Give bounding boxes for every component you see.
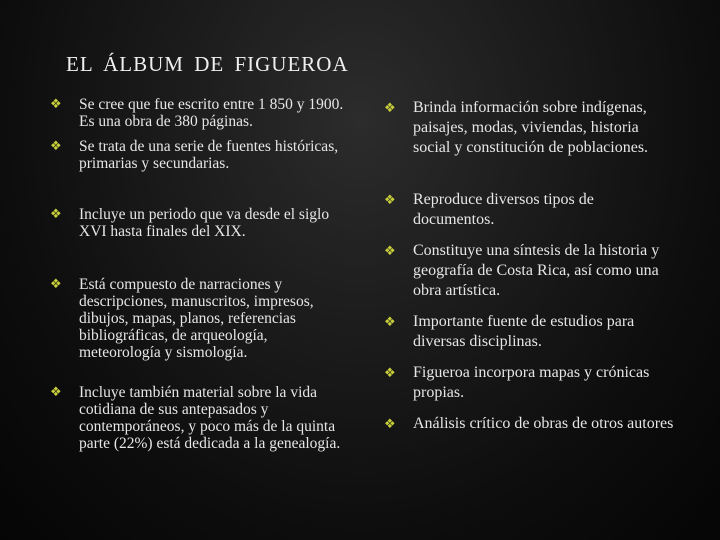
bullet-diamond-icon: ❖ bbox=[384, 244, 396, 259]
bullet-text: Brinda información sobre indígenas, paisajes, modas, viviendas, historia social y constitución de poblaciones. bbox=[413, 99, 649, 156]
list-item bbox=[50, 138, 345, 172]
bullet-diamond-icon: ❖ bbox=[384, 193, 396, 208]
bullet-text: Figueroa incorpora mapas y crónicas propias. bbox=[413, 364, 650, 401]
list-item bbox=[384, 98, 674, 158]
bullet-diamond-icon: ❖ bbox=[50, 97, 62, 112]
bullet-diamond-icon: ❖ bbox=[50, 207, 62, 222]
list-item bbox=[384, 414, 673, 434]
bullet-text: Incluye un periodo que va desde el siglo XVI hasta finales del XIX. bbox=[79, 206, 330, 240]
slide-title: EL ÁLBUM DE FIGUEROA bbox=[66, 52, 349, 76]
bullet-diamond-icon: ❖ bbox=[384, 366, 396, 381]
list-item bbox=[50, 384, 345, 452]
bullet-text: Incluye también material sobre la vida cotidiana de sus antepasados y contemporáneos, y poco más de la quinta parte (22%) está dedicada a la genealogía. bbox=[79, 384, 341, 452]
bullet-diamond-icon: ❖ bbox=[384, 101, 396, 116]
bullet-diamond-icon: ❖ bbox=[50, 277, 62, 292]
bullet-diamond-icon: ❖ bbox=[50, 385, 62, 400]
bullet-text: Está compuesto de narraciones y descripciones, manuscritos, impresos, dibujos, mapas, planos, referencias bibliográficas, de arqueología, meteorología y sismología. bbox=[79, 276, 314, 361]
bullet-text: Constituye una síntesis de la historia y geografía de Costa Rica, así como una obra artística. bbox=[413, 242, 660, 299]
bullet-text: Importante fuente de estudios para diversas disciplinas. bbox=[413, 313, 635, 350]
list-item bbox=[50, 206, 345, 240]
list-item bbox=[384, 363, 674, 403]
list-item bbox=[50, 96, 345, 130]
list-item bbox=[384, 241, 674, 301]
bullet-text: Se trata de una serie de fuentes históricas, primarias y secundarias. bbox=[79, 138, 339, 172]
list-item bbox=[50, 276, 345, 361]
bullet-text: Reproduce diversos tipos de documentos. bbox=[413, 191, 594, 228]
list-item bbox=[384, 312, 674, 352]
bullet-diamond-icon: ❖ bbox=[384, 417, 396, 432]
bullet-diamond-icon: ❖ bbox=[50, 139, 62, 154]
list-item bbox=[384, 190, 674, 230]
bullet-text: Análisis crítico de obras de otros autores bbox=[413, 415, 674, 432]
bullet-text: Se cree que fue escrito entre 1 850 y 1900. Es una obra de 380 páginas. bbox=[79, 96, 344, 130]
bullet-diamond-icon: ❖ bbox=[384, 315, 396, 330]
